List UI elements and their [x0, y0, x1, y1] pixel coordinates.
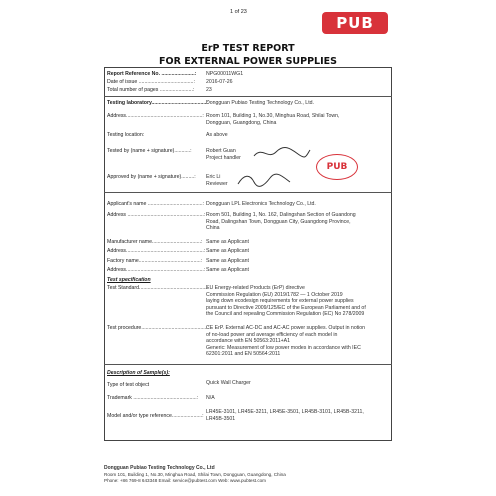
approved-by-label: Approved by (name + signature).........:	[107, 174, 196, 180]
model-ref-value: LR45E-3101, LR45E-3211, LR45E-3501, LR45B-3101, LR45B-3211, LR45B-3501	[206, 409, 364, 422]
divider	[104, 96, 392, 97]
applicant-address-value: Room 501, Building 1, No. 162, Dalingshan Section of Guandong Road, Dalingshan Town, Dongguan City, Guangdong Province, China	[206, 212, 356, 232]
footer-address: Room 101, Building 1, No.30, Minghua Road, Shilai Town, Dongguan, Guangdong, China	[104, 472, 286, 477]
reviewer-signature	[236, 170, 292, 188]
page-number: 1 of 23	[230, 9, 247, 15]
test-object-value: Quick Wall Charger	[206, 380, 251, 386]
applicant-address-label: Address .....................................................:	[107, 212, 206, 218]
divider	[104, 364, 392, 365]
factory-name-value: Same as Applicant	[206, 258, 249, 264]
manufacturer-address-label: Address......................................................:	[107, 248, 206, 254]
factory-address-value: Same as Applicant	[206, 267, 249, 273]
report-subtitle: FOR EXTERNAL POWER SUPPLIES	[159, 56, 337, 67]
testing-lab-label: Testing laboratory......................................:	[107, 100, 208, 106]
test-standard-value: EU Energy-related Products (ErP) directive Commission Regulation (EU) 2019/1782 — 1 October 2019 laying down ecodesign requirements for external power supplies pursuant to Directive 2009/125/EC of the European Parliament and of the Council and repealing Commission Regulation (EC) No 278/2009	[206, 285, 366, 318]
total-pages-value: 23	[206, 87, 212, 93]
report-title: ErP TEST REPORT	[201, 43, 295, 54]
test-procedure-label: Test procedure..............................................:	[107, 325, 210, 331]
trademark-value: N/A	[206, 395, 215, 401]
test-procedure-value: CE ErP. External AC-DC and AC-AC power supplies. Output in notion of no-load power and average efficiency of each model in accordance with EN 50563:2011+A1 Generic: Measurement of low power modes in accordance with IEC 62301:2011 and EN 50564:2011	[206, 325, 366, 358]
tested-by-label: Tested by (name + signature)...........:	[107, 148, 192, 154]
sample-heading: Description of Sample(s):	[107, 370, 170, 376]
footer-company: Dongguan Pubiao Testing Technology Co., Ltd	[104, 465, 215, 471]
factory-name-label: Factory name...........................................:	[107, 258, 203, 264]
testing-location-value: As above	[206, 132, 228, 138]
issue-date-value: 2016-07-26	[206, 79, 233, 85]
issue-date-label: Date of issue ......................................:	[107, 79, 195, 85]
test-spec-heading: Test specification	[107, 277, 151, 283]
applicant-name-label: Applicant's name ......................................:	[107, 201, 204, 207]
company-logo: PUB	[322, 12, 388, 34]
lab-address-value: Room 101, Building 1, No.30, Minghua Road, Shilai Town, Dongguan, Guangdong, China	[206, 113, 340, 126]
report-ref-label: Report Reference No. .......................:	[107, 71, 197, 77]
tested-by-value: Robert Guan Project handler	[206, 148, 241, 161]
trademark-label: Trademark ............................................:	[107, 395, 199, 401]
test-object-label: Type of test object	[107, 382, 150, 388]
report-ref-value: NPG00011WG1	[206, 71, 244, 77]
total-pages-label: Total number of pages .......................:	[107, 87, 195, 93]
divider	[104, 192, 392, 193]
factory-address-label: Address......................................................:	[107, 267, 206, 273]
footer-contact: Phone: +86 769-8 643348 Email: service@pubtest.com Web: www.pubtest.com	[104, 478, 267, 483]
tester-signature	[252, 144, 312, 162]
lab-address-label: Address.....................................................:	[107, 113, 204, 119]
manufacturer-address-value: Same as Applicant	[206, 248, 249, 254]
testing-lab-value: Dongguan Pubiao Testing Technology Co., Ltd.	[206, 100, 314, 106]
approved-by-value: Eric Li Reviewer	[206, 174, 228, 187]
model-ref-label: Model and/or type reference.....................:	[107, 413, 204, 419]
company-stamp: PUB	[316, 154, 358, 180]
manufacturer-name-label: Manufacturer name..................................:	[107, 239, 203, 245]
manufacturer-name-value: Same as Applicant	[206, 239, 249, 245]
applicant-name-value: Dongguan LPL Electronics Technology Co., Ltd.	[206, 201, 316, 207]
testing-location-label: Testing location:	[107, 132, 145, 138]
test-standard-label: Test Standard...............................................:	[107, 285, 209, 291]
